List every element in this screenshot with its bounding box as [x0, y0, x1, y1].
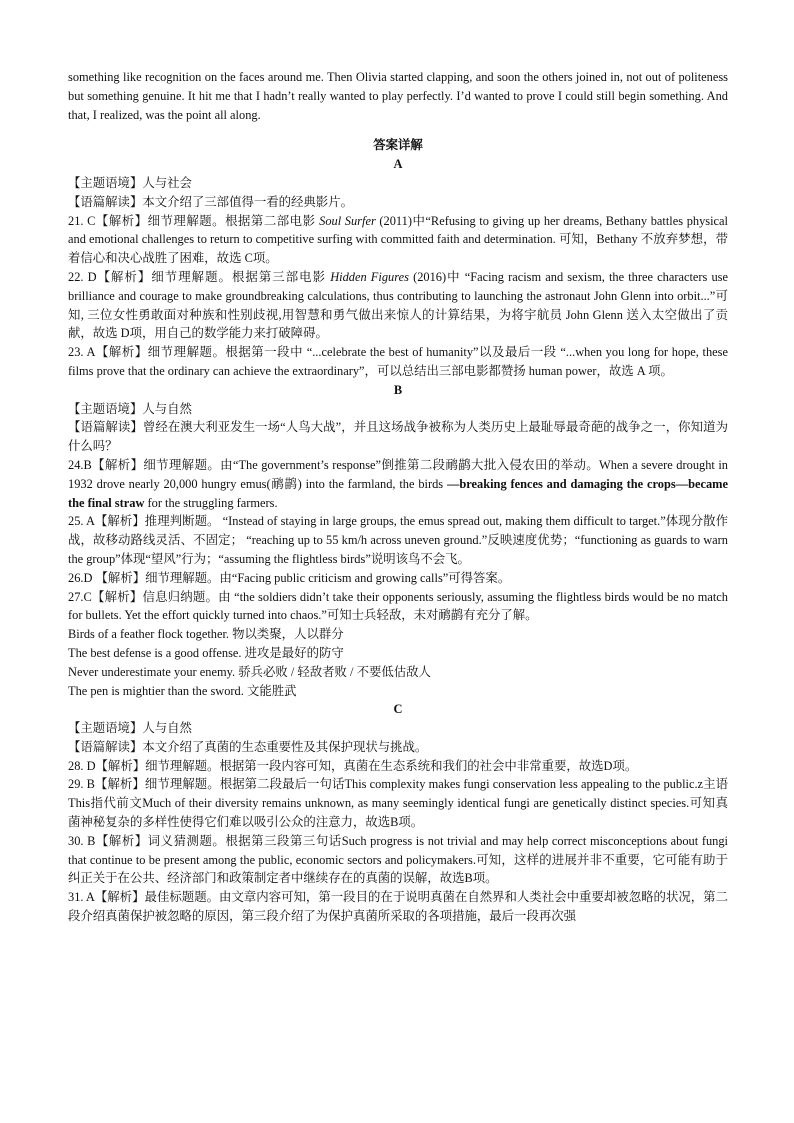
answer-24-tail: for the struggling farmers.: [144, 495, 278, 510]
answer-24-bold: —breaking fences and damaging the crops—became the final straw: [68, 476, 728, 510]
answer-22-lead: 22. D【解析】细节理解题。根据第三部电影: [68, 269, 327, 284]
answer-30: 30. B【解析】词义猜测题。根据第三段第三句话Such progress is not trivial and may help correct misconceptions about fungi that continue to be present among the public, economic sectors and policymakers.可知，这样的进展并非不重要，它可能有助于纠正关于在公共、经济部门和政策制定者中继续存在的真菌的误解，故选B项。: [68, 833, 728, 886]
answer-21: [68, 212, 728, 268]
section-b-theme: 【主题语境】人与自然: [68, 401, 192, 416]
section-a-theme: 【主题语境】人与社会: [68, 175, 192, 190]
answer-23: 23. A【解析】细节理解题。根据第一段中 “...celebrate the best of humanity”以及最后一段 “...when you long for hope, these films prove that the ordinary can achieve the extraordinary”，可以总结出三部电影都赞扬 human power，故选 A 项。: [68, 345, 728, 378]
answer-24: [68, 456, 728, 512]
answer-21-lead: 21. C【解析】细节理解题。根据第二部电影: [68, 213, 316, 228]
section-c-letter: C: [393, 702, 403, 717]
film-hidden-figures: Hidden Figures: [330, 269, 409, 284]
idiom-line: Never underestimate your enemy. 骄兵必败 / 轻敌者败 / 不要低估敌人: [68, 664, 431, 679]
answer-22: [68, 268, 728, 343]
section-b-letter: B: [393, 382, 403, 397]
answer-31: 31. A【解析】最佳标题题。由文章内容可知，第一段目的在于说明真菌在自然界和人类社会中重要却被忽略的状况，第二段介绍真菌保护被忽略的原因，第三段介绍了为保护真菌所采取的各项措施，最后一段再次强: [68, 890, 728, 924]
section-a-letter: A: [393, 157, 403, 172]
idiom-line: The pen is mightier than the sword. 文能胜武: [68, 683, 297, 698]
intro-paragraph: something like recognition on the faces around me. Then Olivia started clapping, and soon the others joined in, not out of politeness but something genuine. It hit me that I hadn’t really wanted to play perfectly. I’d wanted to prove I could still begin something. And that, I realized, was the point all along.: [68, 70, 728, 122]
answer-22-body: (2016)中 “Facing racism and sexism, the three characters use brilliance and courage to make groundbreaking calculations, thus contributing to launching the astronaut John Glenn into orbit...”可知, 三位女性勇敢面对种族和性别歧视,用智慧和勇气做出来惊人的计算结果，为将宇航员 John Glenn 送入太空做出了贡献，故选 D项，用自己的数学能力来打破障碍。: [68, 269, 728, 341]
section-a-interpretation: 【语篇解读】本文介绍了三部值得一看的经典影片。: [68, 194, 353, 209]
answer-27: 27.C【解析】信息归纳题。由 “the soldiers didn’t take their opponents seriously, assuming the flightless birds would be no match for bullets. Yet the effort quickly turned into chaos.”可知士兵轻敌，未对鸸鹋有充分了解。: [68, 589, 728, 623]
answer-24-lead: 24.B【解析】细节理解题。由“The government’s response”倒推第二段鸸鹋大批入侵农田的举动。When a severe drought in 1932 drove nearly 20,000 hungry emus(鸸鹋) into the farmland, the birds: [68, 457, 728, 491]
idiom-line: The best defense is a good offense. 进攻是最好的防守: [68, 645, 344, 660]
answer-26: 26.D 【解析】细节理解题。由“Facing public criticism and growing calls”可得答案。: [68, 570, 511, 585]
document-page: [68, 68, 728, 926]
section-c-interpretation: 【语篇解读】本文介绍了真菌的生态重要性及其保护现状与挑战。: [68, 739, 428, 754]
answer-25: 25. A【解析】推理判断题。 “Instead of staying in large groups, the emus spread out, making them difficult to target.”体现分散作战，故移动路线灵活、不固定； “reaching up to 55 km/h across uneven ground.”反映速度优势；“functioning as guards to warn the group”体现“望风”行为；“assuming the flightless birds”说明该鸟不会飞。: [68, 514, 728, 566]
film-soul-surfer: Soul Surfer: [319, 213, 376, 228]
idiom-line: Birds of a feather flock together. 物以类聚，人以群分: [68, 627, 344, 642]
answer-28: 28. D【解析】细节理解题。根据第一段内容可知，真菌在生态系统和我们的社会中非常重要，故选D项。: [68, 758, 638, 773]
section-b-interpretation: 【语篇解读】曾经在澳大利亚发生一场“人鸟大战”，并且这场战争被称为人类历史上最耻辱最奇葩的战争之一，你知道为什么吗？: [68, 420, 728, 454]
answer-29: 29. B【解析】细节理解题。根据第二段最后一句话This complexity makes fungi conservation less appealing to the public.z主语 This指代前文Much of their diversity remains unknown, as many seemingly identical fungi are genetically distinct species.可知真菌神秘复杂的多样性使得它们难以吸引公众的注意力，故选B项。: [68, 777, 728, 830]
answer-21-body: (2011)中“Refusing to giving up her dreams, Bethany battles physical and emotional challenges to return to competitive surfing with committed faith and determination. 可知，Bethany 不放弃梦想，带着信心和决心战胜了困难，故选 C项。: [68, 213, 728, 266]
answer-heading: 答案详解: [373, 137, 423, 153]
section-c-theme: 【主题语境】人与自然: [68, 721, 192, 736]
